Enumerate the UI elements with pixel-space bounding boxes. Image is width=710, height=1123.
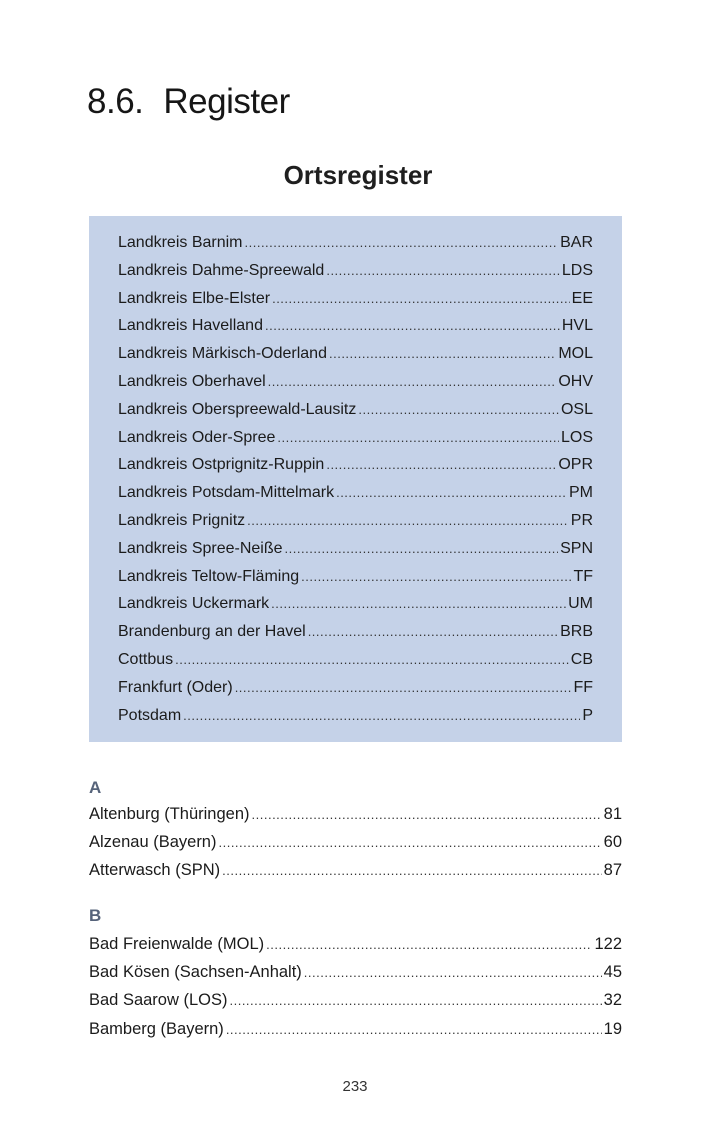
index-entry xyxy=(89,930,622,958)
district-name: Landkreis Havelland xyxy=(118,317,263,335)
index-entry xyxy=(89,856,622,884)
dot-leader xyxy=(265,312,560,340)
abbreviation-row xyxy=(118,674,593,702)
abbreviation-row xyxy=(118,229,593,257)
dot-leader xyxy=(226,1016,602,1044)
page-reference: 81 xyxy=(603,805,622,823)
index-letter-a: A xyxy=(89,778,102,797)
dot-leader xyxy=(358,396,559,424)
district-code: MOL xyxy=(558,345,593,363)
page-reference: 60 xyxy=(603,833,622,852)
page-reference: 19 xyxy=(603,1019,622,1038)
dot-leader xyxy=(229,987,601,1015)
dot-leader xyxy=(271,590,566,618)
district-code: UM xyxy=(568,595,593,613)
index-entry xyxy=(89,1015,622,1043)
district-name: Landkreis Prignitz xyxy=(118,511,246,529)
district-name: Landkreis Spree-Neiße xyxy=(118,539,283,557)
abbreviation-row xyxy=(118,368,593,396)
district-code: TF xyxy=(573,567,593,585)
district-code: OSL xyxy=(560,400,593,418)
dot-leader xyxy=(336,479,567,507)
dot-leader xyxy=(175,646,569,674)
district-abbreviation-list xyxy=(118,229,593,729)
abbreviation-row xyxy=(118,340,593,368)
district-name: Landkreis Uckermark xyxy=(118,595,270,613)
district-code: FF xyxy=(573,678,593,696)
page-number: 233 xyxy=(342,1078,368,1095)
section-heading xyxy=(87,82,290,122)
district-code: EE xyxy=(571,289,593,307)
section-number: 8.6. xyxy=(87,82,144,121)
page-reference: 45 xyxy=(603,963,622,982)
dot-leader xyxy=(247,507,569,535)
dot-leader xyxy=(222,857,602,885)
district-code: PR xyxy=(570,511,593,529)
dot-leader xyxy=(266,931,592,959)
abbreviation-row xyxy=(118,396,593,424)
index-entry xyxy=(89,986,622,1014)
district-code: BAR xyxy=(560,234,593,251)
index-list-b xyxy=(89,930,622,1043)
place-name: Alzenau (Bayern) xyxy=(89,833,217,852)
district-name: Landkreis Oberspreewald-Lausitz xyxy=(118,400,357,418)
abbreviation-row xyxy=(118,507,593,535)
place-name: Bad Kösen (Sachsen-Anhalt) xyxy=(89,963,302,982)
abbreviation-row xyxy=(118,563,593,591)
dot-leader xyxy=(308,618,558,646)
abbreviation-row xyxy=(118,535,593,563)
abbreviation-row xyxy=(118,285,593,313)
dot-leader xyxy=(272,285,570,313)
district-name: Landkreis Dahme-Spreewald xyxy=(118,261,325,279)
district-code: LDS xyxy=(561,261,593,279)
district-name: Landkreis Barnim xyxy=(118,234,243,251)
dot-leader xyxy=(218,829,601,857)
dot-leader xyxy=(277,424,559,452)
dot-leader xyxy=(326,257,560,285)
dot-leader xyxy=(285,535,559,563)
district-code: OHV xyxy=(558,372,593,390)
place-name: Bamberg (Bayern) xyxy=(89,1019,224,1038)
district-code: CB xyxy=(570,650,593,668)
page-reference: 32 xyxy=(603,991,622,1010)
dot-leader xyxy=(301,563,571,591)
district-code: OPR xyxy=(558,456,593,474)
page-reference: 87 xyxy=(603,861,622,880)
abbreviation-row xyxy=(118,479,593,507)
index-entry xyxy=(89,828,622,856)
abbreviation-row xyxy=(118,590,593,618)
place-name: Bad Saarow (LOS) xyxy=(89,991,228,1010)
district-code: LOS xyxy=(560,428,593,446)
abbreviation-row xyxy=(118,312,593,340)
district-code: P xyxy=(582,706,593,724)
place-name: Bad Freienwalde (MOL) xyxy=(89,935,265,953)
district-code: SPN xyxy=(560,539,593,557)
district-code: HVL xyxy=(561,317,593,335)
page-reference: 122 xyxy=(594,935,622,953)
district-abbreviation-box xyxy=(89,216,622,742)
dot-leader xyxy=(326,451,556,479)
dot-leader xyxy=(183,702,580,730)
index-entry xyxy=(89,958,622,986)
index-letter-b: B xyxy=(89,906,102,925)
district-code: PM xyxy=(569,484,593,502)
district-name: Landkreis Märkisch-Oderland xyxy=(118,345,327,363)
abbreviation-row xyxy=(118,646,593,674)
district-name: Cottbus xyxy=(118,650,174,668)
district-name: Landkreis Potsdam-Mittelmark xyxy=(118,484,335,502)
abbreviation-row xyxy=(118,451,593,479)
dot-leader xyxy=(235,674,572,702)
district-name: Landkreis Elbe-Elster xyxy=(118,289,271,307)
dot-leader xyxy=(245,229,559,257)
place-name: Altenburg (Thüringen) xyxy=(89,805,250,823)
district-name: Potsdam xyxy=(118,706,182,724)
index-list-a xyxy=(89,800,622,885)
district-name: Landkreis Teltow-Fläming xyxy=(118,567,300,585)
dot-leader xyxy=(304,959,602,987)
dot-leader xyxy=(268,368,557,396)
index-entry xyxy=(89,800,622,828)
district-name: Frankfurt (Oder) xyxy=(118,678,233,696)
place-name: Atterwasch (SPN) xyxy=(89,861,221,880)
abbreviation-row xyxy=(118,702,593,730)
dot-leader xyxy=(252,801,602,829)
district-name: Landkreis Oberhavel xyxy=(118,372,266,390)
abbreviation-row xyxy=(118,618,593,646)
abbreviation-row xyxy=(118,257,593,285)
district-code: BRB xyxy=(560,623,593,641)
ortsregister-heading: Ortsregister xyxy=(283,160,433,190)
section-title: Register xyxy=(163,82,290,121)
district-name: Brandenburg an der Havel xyxy=(118,623,306,641)
district-name: Landkreis Oder-Spree xyxy=(118,428,276,446)
abbreviation-row xyxy=(118,424,593,452)
district-name: Landkreis Ostprignitz-Ruppin xyxy=(118,456,325,474)
dot-leader xyxy=(329,340,556,368)
